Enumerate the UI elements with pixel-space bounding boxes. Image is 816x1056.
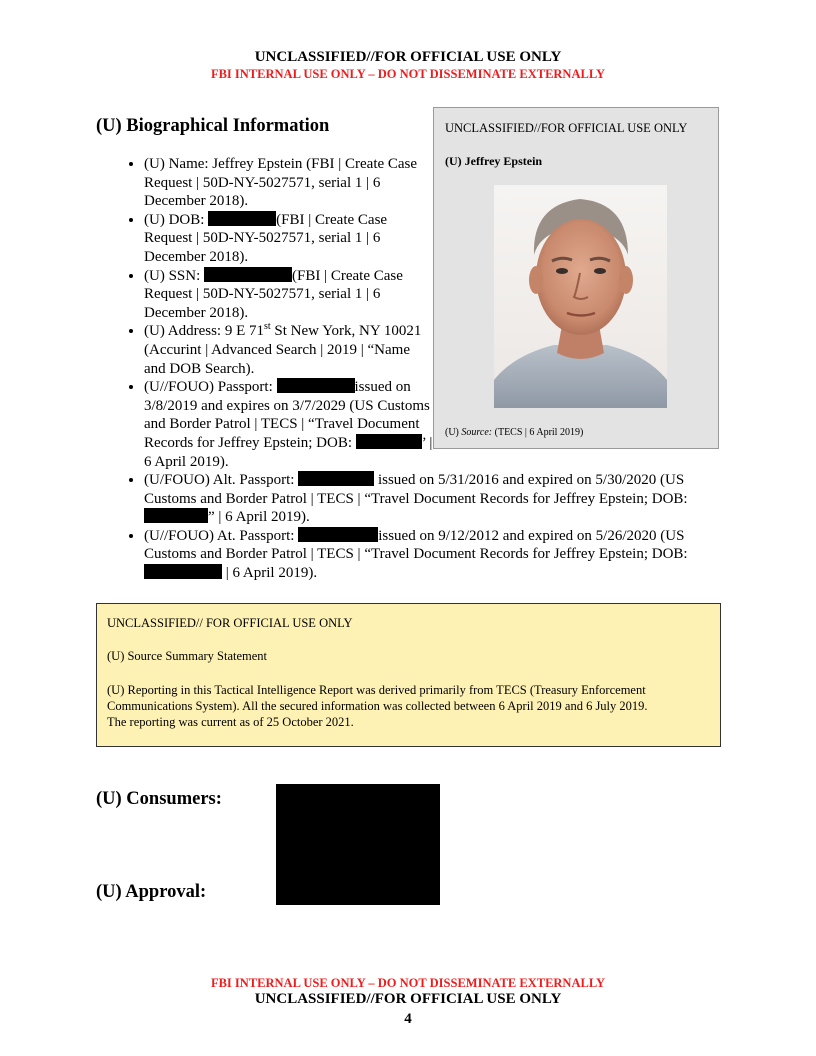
bio-name-item: • (U) Name: Jeffrey Epstein (FBI | Create Case Request | 50D-NY-5027571, serial 1 | 6 December 2018). bbox=[144, 155, 434, 211]
redaction-bar bbox=[208, 211, 276, 226]
redaction-bar bbox=[204, 267, 292, 282]
subject-portrait-image bbox=[494, 185, 667, 408]
consumers-label: (U) Consumers: bbox=[96, 789, 222, 809]
bio-alt-passport-item-2: • (U//FOUO) At. Passport: issued on 9/12/2012 and expired on 5/26/2020 (US Customs and Border Patrol | TECS | “Travel Document Records for Jeffrey Epstein; DOB: | 6 April 2019). bbox=[144, 527, 721, 583]
photo-panel bbox=[433, 107, 719, 449]
redaction-bar bbox=[277, 378, 355, 393]
bio-section-title: (U) Biographical Information bbox=[96, 116, 330, 136]
bio-dob-item: • (U) DOB: (FBI | Create Case Request | 50D-NY-5027571, serial 1 | 6 December 2018). bbox=[144, 211, 434, 267]
photo-panel-name: (U) Jeffrey Epstein bbox=[445, 154, 543, 168]
redaction-bar bbox=[298, 527, 378, 542]
redaction-block bbox=[276, 784, 440, 905]
redaction-bar bbox=[144, 564, 222, 579]
photo-source-caption: (U) Source: (TECS | 6 April 2019) bbox=[445, 427, 584, 438]
approval-label: (U) Approval: bbox=[96, 882, 207, 902]
redaction-bar bbox=[298, 471, 374, 486]
bio-ssn-item: • (U) SSN: (FBI | Create Case Request | 50D-NY-5027571, serial 1 | 6 December 2018). bbox=[144, 267, 434, 323]
photo-panel-classification: UNCLASSIFIED//FOR OFFICIAL USE ONLY bbox=[445, 121, 688, 135]
header-caveat: FBI INTERNAL USE ONLY – DO NOT DISSEMINATE EXTERNALLY bbox=[210, 67, 606, 81]
footer-caveat: FBI INTERNAL USE ONLY – DO NOT DISSEMINATE EXTERNALLY bbox=[210, 976, 606, 990]
bio-alt-passport-item: • (U/FOUO) Alt. Passport: issued on 5/31/2016 and expired on 5/30/2020 (US Customs and Border Patrol | TECS | “Travel Document Records for Jeffrey Epstein; DOB: ” | 6 April 2019). bbox=[144, 471, 721, 527]
header-classification: UNCLASSIFIED//FOR OFFICIAL USE ONLY bbox=[254, 49, 562, 65]
summary-classification: UNCLASSIFIED// FOR OFFICIAL USE ONLY bbox=[107, 616, 353, 630]
bio-passport-item: • (U//FOUO) Passport: issued on 3/8/2019 and expires on 3/7/2029 (US Customs and Border Patrol | TECS | “Travel Document Records for Jeffrey Epstein; DOB: ’ | 6 April 2019). bbox=[144, 378, 434, 471]
source-summary-box bbox=[96, 603, 721, 747]
bio-address-item: • (U) Address: 9 E 71st St New York, NY 10021 (Accurint | Advanced Search | 2019 | “Name and DOB Search). bbox=[144, 322, 434, 378]
summary-body: (U) Reporting in this Tactical Intelligence Report was derived primarily from TECS (Treasury Enforcement Communications System). All the secured information was collected between 6 April 2019 and 6 July 2019. The reporting was current as of 25 October 2021. bbox=[107, 683, 648, 729]
footer-classification: UNCLASSIFIED//FOR OFFICIAL USE ONLY bbox=[254, 991, 562, 1007]
page-number: 4 bbox=[404, 1011, 412, 1027]
subject-photo bbox=[494, 185, 667, 408]
summary-title: (U) Source Summary Statement bbox=[107, 649, 268, 663]
redaction-bar bbox=[144, 508, 208, 523]
redaction-bar bbox=[356, 434, 422, 449]
